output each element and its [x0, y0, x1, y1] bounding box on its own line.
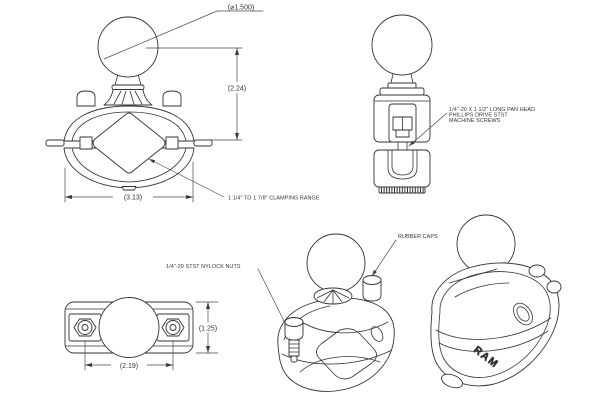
knurled-base: [379, 187, 425, 193]
bottom-tab: [122, 187, 136, 191]
rubber-cap-icon: [77, 91, 95, 106]
top-view: [65, 264, 297, 370]
machine-screws-label-line1: 1/4"-20 X 1 1/2" LONG PAN HEAD: [449, 107, 536, 113]
dim-body-height: [194, 302, 222, 353]
clamping-range-label: 1 1/4" TO 1 7/8" CLAMPING RANGE: [228, 195, 320, 202]
ram-logo: RAM: [471, 343, 501, 371]
gap-boss: [80, 137, 92, 149]
rubber-caps-label: RUBBER CAPS: [398, 234, 438, 240]
height-dim-label: (2.24): [227, 85, 247, 93]
rubber-ball: [372, 15, 432, 75]
machine-screws-label-line2: PHILLIPS DRIVE STST: [449, 112, 508, 119]
isometric-view-assembled: [278, 234, 394, 391]
screw-tip-left: [46, 140, 64, 146]
nut-spacing-dim-label: (2.19): [119, 363, 139, 370]
ball-diameter-label: (⌀1.500): [227, 4, 255, 12]
note-rubber-caps: [371, 234, 439, 277]
screw-boss: [529, 265, 545, 277]
front-view: [46, 5, 320, 203]
width-dim-label: (3.13): [123, 194, 143, 202]
machine-screws-label-line3: MACHINE SCREWS: [449, 118, 501, 124]
isometric-view-underside: [431, 215, 561, 390]
rubber-cap-icon: [363, 276, 381, 302]
side-lower-block: [374, 150, 430, 187]
screw-tip-right: [194, 140, 212, 146]
rubber-cap-icon: [163, 91, 181, 106]
ball-stem: [104, 89, 152, 105]
nylock-nuts-label: 1/4"-20 STST NYLOCK NUTS: [166, 264, 241, 270]
side-view: [372, 15, 535, 193]
gap-boss: [166, 137, 178, 149]
body-height-dim-label: (1.25): [198, 325, 218, 333]
rubber-ball: [99, 298, 159, 358]
rubber-ball: [98, 17, 158, 77]
screw-boss: [547, 281, 561, 293]
rubber-ball: [307, 234, 365, 292]
